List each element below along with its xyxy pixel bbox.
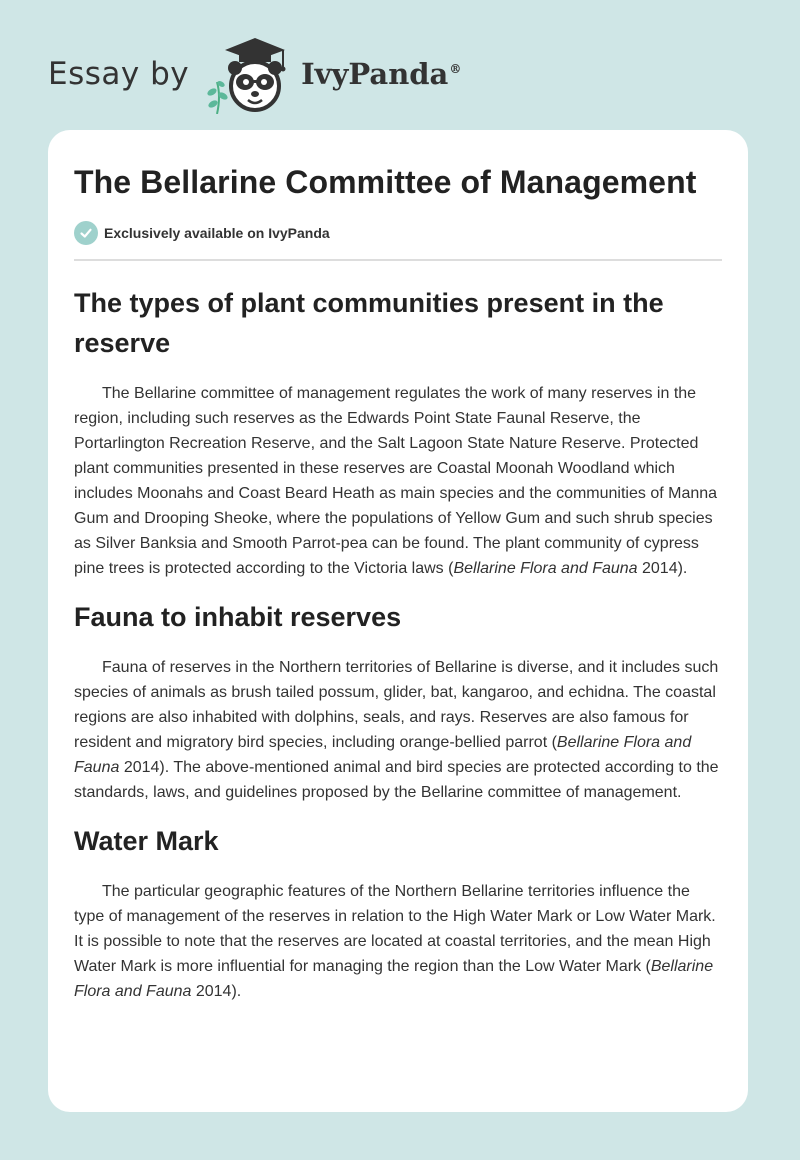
section-heading: Water Mark [74, 825, 219, 856]
brand-name: IvyPanda® [301, 57, 462, 91]
section-heading: Fauna to inhabit reserves [74, 601, 402, 632]
exclusive-badge [74, 221, 722, 245]
registered-mark: ® [449, 62, 462, 77]
brand-prefix: Essay by [48, 56, 190, 92]
section-plant-communities [74, 283, 722, 581]
section-heading: The types of plant communities present in the reserve [74, 287, 664, 358]
divider [74, 259, 722, 261]
section-fauna [74, 597, 722, 805]
essay-card [48, 130, 748, 1112]
citation: Bellarine Flora and Fauna [74, 957, 714, 1000]
panda-logo-icon [203, 34, 299, 114]
page-title: The Bellarine Committee of Management [74, 164, 697, 200]
site-header[interactable] [48, 34, 461, 114]
citation: Bellarine Flora and Fauna [453, 559, 638, 577]
section-paragraph: The particular geographic features of the Northern Bellarine territories influence the type of management of the reserves in relation to the High Water Mark or Low Water Mark. It is possible to note that the reserves are located at coastal territories, and the mean High Water Mark is more influential for managing the region than the Low Water Mark (Bellarine Flora and Fauna 2014). [74, 882, 716, 1000]
section-paragraph: The Bellarine committee of management regulates the work of many reserves in the region, including such reserves as the Edwards Point State Faunal Reserve, the Portarlington Recreation Reserve, and the Salt Lagoon State Nature Reserve. Protected plant communities presented in these reserves are Coastal Moonah Woodland which includes Moonahs and Coast Beard Heath as main species and the communities of Manna Gum and Drooping Sheoke, where the populations of Yellow Gum and such shrub species as Silver Banksia and Smooth Parrot-pea can be found. The plant community of cypress pine trees is protected according to the Victoria laws (Bellarine Flora and Fauna 2014). [74, 384, 718, 577]
section-paragraph: Fauna of reserves in the Northern territories of Bellarine is diverse, and it includes such species of animals as brush tailed possum, glider, bat, kangaroo, and echidna. The coastal regions are also inhabited with dolphins, seals, and rays. Reserves are also famous for resident and migratory bird species, including orange-bellied parrot (Bellarine Flora and Fauna 2014). The above-mentioned animal and bird species are protected according to the standards, laws, and guidelines proposed by the Bellarine committee of management. [74, 658, 719, 801]
citation: Bellarine Flora and Fauna [74, 733, 692, 776]
section-water-mark [74, 821, 722, 1004]
check-circle-icon [74, 221, 98, 245]
badge-text: Exclusively available on IvyPanda [104, 224, 330, 241]
